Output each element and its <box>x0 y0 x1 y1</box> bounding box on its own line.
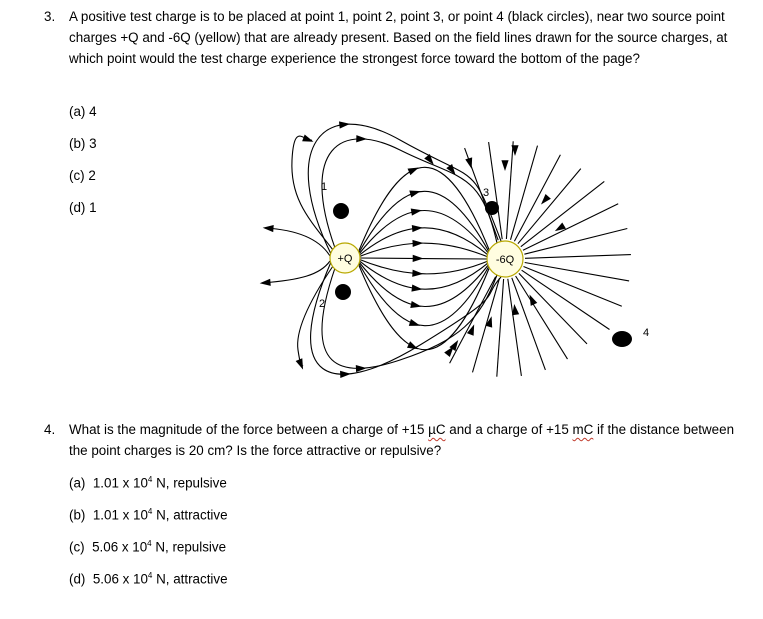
field-line-incoming <box>497 279 504 377</box>
field-line-incoming <box>506 141 513 239</box>
q4-option-b-mantissa: 1.01 x 10 <box>92 507 148 523</box>
q4-option-a-exponent: 4 <box>147 475 153 484</box>
q4-text-part-2: and a charge of +15 <box>445 422 573 437</box>
field-arrow <box>501 160 508 171</box>
question-4 <box>44 419 744 461</box>
field-line-incoming <box>450 277 496 364</box>
question-3-text: A positive test charge is to be placed at point 1, point 2, point 3, or point 4 (black circles), near two source point charges +Q and -6Q (yellow) that are already present. Based on the field lines drawn for the source charges, at which point would the test charge experience the strongest force toward the bottom of the page? <box>69 9 728 66</box>
field-line-connecting <box>359 261 489 290</box>
q4-option-c-exponent: 4 <box>147 539 152 548</box>
field-line-connecting <box>359 266 489 350</box>
field-arrow <box>408 167 419 175</box>
field-arrow <box>412 225 423 232</box>
q4-option-d-exponent: 4 <box>147 571 153 580</box>
field-arrow <box>530 295 538 306</box>
field-line-outgoing <box>265 228 330 256</box>
point-label-4: 4 <box>642 327 650 339</box>
field-line-connecting <box>359 167 489 250</box>
field-arrow <box>260 279 271 286</box>
field-arrow <box>409 191 420 198</box>
field-line-outgoing <box>262 261 330 283</box>
q4-option-a[interactable] <box>69 475 227 490</box>
field-arrow <box>411 285 422 292</box>
field-arrow <box>412 240 423 247</box>
test-point-4[interactable] <box>612 331 632 347</box>
field-line-connecting <box>359 264 489 326</box>
q4-option-d-letter: (d) <box>69 571 86 587</box>
field-line-incoming <box>519 273 587 344</box>
q4-option-c[interactable] <box>69 539 226 554</box>
field-line-connecting <box>359 210 489 254</box>
q3-option-c[interactable]: (c) 2 <box>69 168 96 183</box>
field-arrow <box>412 270 423 277</box>
q3-option-d[interactable]: (d) 1 <box>69 200 97 215</box>
field-arrow <box>302 135 313 142</box>
q4-option-d-mantissa: 5.06 x 10 <box>92 571 148 587</box>
q4-text-part-3: if the distance between the point charges is 20 cm? Is the force attractive or repulsive? <box>69 422 735 458</box>
field-line-outgoing <box>292 136 333 250</box>
q4-option-c-letter: (c) <box>69 539 85 555</box>
field-line-incoming <box>508 279 522 376</box>
q4-option-b-letter: (b) <box>69 507 86 523</box>
q3-option-b[interactable]: (b) 3 <box>69 136 97 151</box>
field-arrow <box>465 157 472 168</box>
q4-option-c-mantissa: 5.06 x 10 <box>92 539 148 555</box>
q4-option-a-mantissa: 1.01 x 10 <box>92 475 148 491</box>
field-line-incoming <box>523 204 618 250</box>
field-arrow <box>409 319 420 326</box>
field-lines <box>262 124 631 377</box>
field-arrow <box>413 255 424 262</box>
question-4-text <box>69 419 744 461</box>
field-line-loop <box>322 139 497 248</box>
field-arrow <box>407 341 418 349</box>
point-label-2: 2 <box>318 298 326 310</box>
field-arrow <box>446 164 455 175</box>
negative-charge-label: -6Q <box>495 254 515 266</box>
field-arrow <box>444 346 454 357</box>
field-arrow <box>340 371 351 378</box>
field-arrow <box>356 135 367 142</box>
field-line-connecting <box>359 262 489 307</box>
field-line-connecting <box>359 259 489 274</box>
question-4-number: 4. <box>44 422 56 437</box>
field-line-incoming <box>522 270 610 329</box>
field-line-incoming <box>525 255 631 259</box>
q4-option-b-exponent: 4 <box>147 507 153 516</box>
test-point-3[interactable] <box>485 201 499 215</box>
q4-option-d[interactable] <box>69 571 228 586</box>
field-line-outgoing <box>298 266 333 366</box>
field-arrow <box>467 324 474 335</box>
microcoulomb-unit: µC <box>428 422 446 437</box>
q4-option-b-suffix: N, attractive <box>152 507 228 523</box>
q4-option-a-suffix: N, repulsive <box>152 475 227 491</box>
millicoulomb-unit: mC <box>572 422 594 437</box>
field-line-incoming <box>514 155 560 242</box>
field-line-incoming <box>489 142 503 239</box>
field-line-incoming <box>524 267 622 307</box>
question-3-number: 3. <box>44 9 56 24</box>
field-arrow <box>410 301 421 308</box>
field-line-incoming <box>512 278 546 370</box>
q4-option-b[interactable] <box>69 507 228 522</box>
field-line-connecting <box>359 243 489 257</box>
field-arrow <box>485 316 492 327</box>
field-arrow <box>296 358 303 369</box>
point-label-1: 1 <box>320 181 328 193</box>
q4-text-part-1: What is the magnitude of the force between a charge of +15 <box>69 422 429 437</box>
test-point-1[interactable] <box>333 203 349 219</box>
field-line-incoming <box>525 263 629 281</box>
point-label-3: 3 <box>482 187 490 199</box>
field-arrow <box>411 209 422 216</box>
test-point-2[interactable] <box>335 284 351 300</box>
q3-option-a[interactable]: (a) 4 <box>69 104 97 119</box>
field-arrow <box>263 225 274 232</box>
field-arrow <box>512 304 519 315</box>
q4-option-c-suffix: N, repulsive <box>151 539 227 555</box>
q4-option-a-letter: (a) <box>69 475 86 491</box>
q4-option-d-suffix: N, attractive <box>152 571 228 587</box>
field-line-loop <box>322 268 497 368</box>
field-arrow <box>339 121 350 128</box>
positive-charge-label: +Q <box>337 253 353 265</box>
field-line-incoming <box>516 276 568 359</box>
field-arrow <box>541 194 551 204</box>
field-line-connecting <box>359 258 489 259</box>
